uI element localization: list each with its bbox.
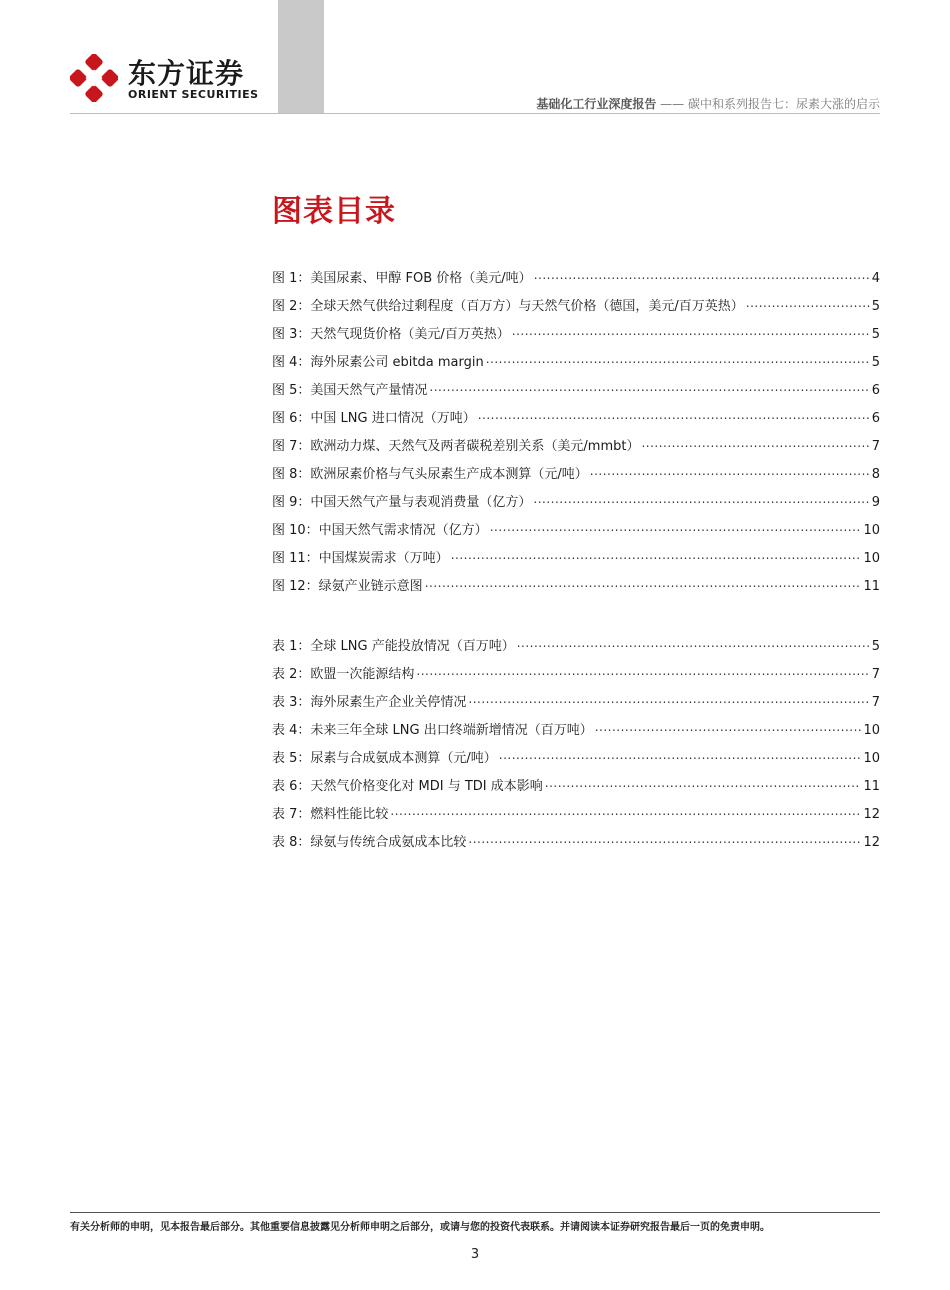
dot-leader [533,492,869,506]
dot-leader [746,296,870,310]
toc-entry-table-1[interactable] [272,633,880,661]
toc-entry-label: 表 8：绿氨与传统合成氨成本比较 [272,835,467,850]
toc-list [272,265,880,857]
dot-leader [468,692,869,706]
toc-entry-table-3[interactable] [272,689,880,717]
toc-entry-page: 10 [863,523,880,538]
logo-english-name: ORIENT SECURITIES [128,88,259,101]
toc-entry-label: 表 3：海外尿素生产企业关停情况 [272,695,467,710]
toc-entry-label: 图 5：美国天然气产量情况 [272,383,428,398]
toc-entry-label: 图 11：中国煤炭需求（万吨） [272,551,449,566]
toc-entry-page: 11 [863,579,880,594]
dot-leader [478,408,870,422]
company-logo [70,50,270,106]
report-series: 碳中和系列报告七：尿素大涨的启示 [687,97,880,111]
report-header [536,95,880,112]
toc-entry-label: 图 3：天然气现货价格（美元/百万英热） [272,327,510,342]
dot-leader [425,576,862,590]
toc-entry-figure-2[interactable] [272,293,880,321]
toc-entry-label: 图 2：全球天然气供给过剩程度（百万方）与天然气价格（德国，美元/百万英热） [272,299,744,314]
dot-leader [490,520,862,534]
toc-entry-page: 7 [871,695,880,710]
toc-title: 图表目录 [272,194,396,229]
toc-entry-figure-12[interactable] [272,573,880,601]
toc-entry-page: 5 [871,639,880,654]
toc-entry-table-2[interactable] [272,661,880,689]
toc-entry-page: 7 [871,439,880,454]
toc-entry-figure-1[interactable] [272,265,880,293]
toc-entry-page: 7 [871,667,880,682]
toc-entry-label: 表 7：燃料性能比较 [272,807,389,822]
toc-entry-page: 5 [871,355,880,370]
dot-leader [545,776,862,790]
toc-entry-page: 4 [871,271,880,286]
toc-entry-label: 表 1：全球 LNG 产能投放情况（百万吨） [272,639,515,654]
toc-entry-page: 11 [863,779,880,794]
toc-entry-figure-5[interactable] [272,377,880,405]
dot-leader [416,664,869,678]
toc-entry-figure-7[interactable] [272,433,880,461]
toc-entry-page: 6 [871,383,880,398]
toc-entry-table-6[interactable] [272,773,880,801]
dot-leader [451,548,862,562]
header-separator: —— [660,97,685,111]
toc-entry-page: 12 [863,807,880,822]
toc-entry-page: 10 [863,723,880,738]
dot-leader [517,636,870,650]
dot-leader [590,464,870,478]
toc-entry-page: 6 [871,411,880,426]
toc-entry-table-7[interactable] [272,801,880,829]
toc-entry-page: 5 [871,299,880,314]
toc-entry-figure-11[interactable] [272,545,880,573]
toc-entry-table-4[interactable] [272,717,880,745]
toc-entry-figure-9[interactable] [272,489,880,517]
toc-entry-label: 表 5：尿素与合成氨成本测算（元/吨） [272,751,497,766]
dot-leader [390,804,861,818]
dot-leader [429,380,869,394]
toc-entry-label: 图 8：欧洲尿素价格与气头尿素生产成本测算（元/吨） [272,467,588,482]
footer-rule [70,1212,880,1213]
dot-leader [641,436,869,450]
orient-logo-icon [70,54,118,102]
toc-entry-page: 12 [863,835,880,850]
toc-entry-figure-6[interactable] [272,405,880,433]
toc-entry-label: 图 6：中国 LNG 进口情况（万吨） [272,411,476,426]
header-rule [70,113,880,114]
figure-list [272,265,880,601]
toc-entry-figure-4[interactable] [272,349,880,377]
toc-entry-figure-3[interactable] [272,321,880,349]
toc-entry-label: 表 4：未来三年全球 LNG 出口终端新增情况（百万吨） [272,723,593,738]
toc-entry-figure-10[interactable] [272,517,880,545]
toc-entry-page: 9 [871,495,880,510]
dot-leader [595,720,862,734]
toc-entry-label: 图 7：欧洲动力煤、天然气及两者碳税差别关系（美元/mmbt） [272,439,640,454]
page-number: 3 [470,1247,480,1262]
toc-entry-label: 表 6：天然气价格变化对 MDI 与 TDI 成本影响 [272,779,543,794]
toc-entry-label: 图 10：中国天然气需求情况（亿方） [272,523,488,538]
toc-entry-table-5[interactable] [272,745,880,773]
footer-disclaimer: 有关分析师的申明，见本报告最后部分。其他重要信息披露见分析师申明之后部分，或请与您的投资代表联系。并请阅读本证券研究报告最后一页的免责申明。 [70,1222,770,1233]
toc-entry-page: 10 [863,751,880,766]
toc-entry-label: 图 12：绿氨产业链示意图 [272,579,423,594]
toc-entry-label: 表 2：欧盟一次能源结构 [272,667,415,682]
dot-leader [534,268,870,282]
toc-entry-figure-8[interactable] [272,461,880,489]
report-type: 基础化工行业深度报告 [536,97,657,111]
toc-entry-page: 8 [871,467,880,482]
table-list [272,633,880,857]
dot-leader [486,352,870,366]
toc-entry-table-8[interactable] [272,829,880,857]
logo-chinese-name: 东方证券 [128,57,245,90]
dot-leader [499,748,862,762]
header-gray-tab [278,0,324,113]
toc-entry-label: 图 1：美国尿素、甲醇 FOB 价格（美元/吨） [272,271,532,286]
toc-entry-page: 10 [863,551,880,566]
dot-leader [468,832,861,846]
toc-entry-page: 5 [871,327,880,342]
toc-entry-label: 图 9：中国天然气产量与表观消费量（亿方） [272,495,532,510]
dot-leader [512,324,870,338]
toc-entry-label: 图 4：海外尿素公司 ebitda margin [272,355,484,370]
